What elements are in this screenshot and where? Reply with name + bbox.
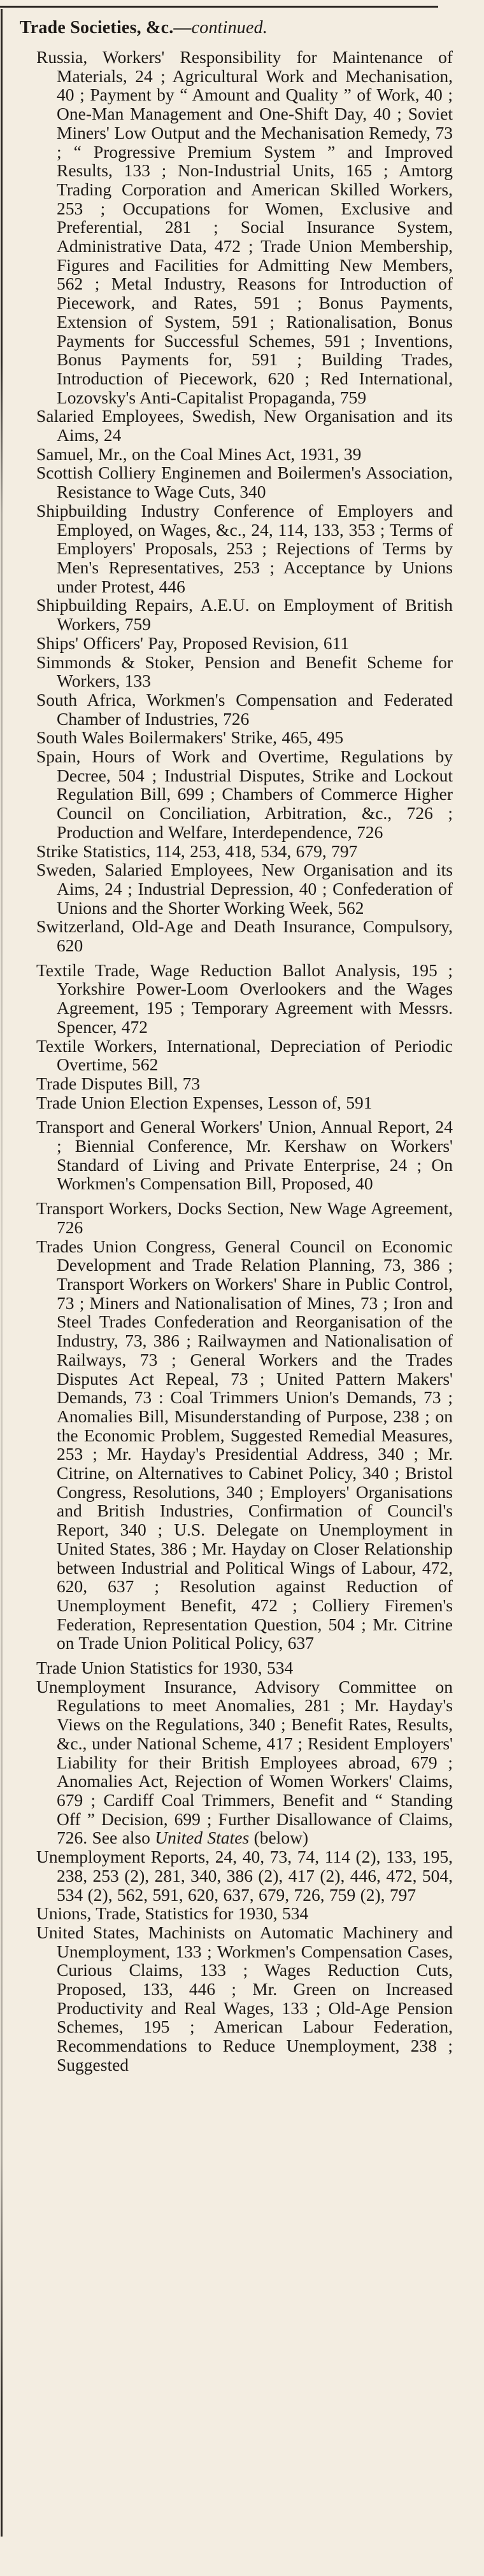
- index-entry: [36, 842, 453, 861]
- entry-text: Textile Workers, International, Depreciation of Periodic Overtime, 562: [36, 1035, 453, 1075]
- index-entry: [36, 445, 453, 464]
- section-title: Trade Societies, &c.: [20, 18, 174, 38]
- entry-text: Trade Disputes Bill, 73: [36, 1073, 201, 1093]
- entry-text: Trade Union Statistics for 1930, 534: [36, 1658, 294, 1678]
- see-also-tail: (below): [249, 1828, 309, 1848]
- index-entries: [36, 48, 453, 2075]
- entry-text: Textile Trade, Wage Reduction Ballot Analysis, 195 ; Yorkshire Power-Loom Overlookers and the Wages Agreement, 195 ; Temporary Agreement with Messrs. Spencer, 472: [36, 960, 453, 1037]
- entry-text: Trade Union Election Expenses, Lesson of, 591: [36, 1092, 373, 1112]
- index-entry: [36, 1677, 453, 1847]
- entry-text: Strike Statistics, 114, 253, 418, 534, 679, 797: [36, 841, 358, 861]
- heading-dash: —: [173, 18, 192, 38]
- see-also-link[interactable]: United States: [155, 1828, 250, 1848]
- entry-text: Unemployment Reports, 24, 40, 73, 74, 114 (2), 133, 195, 238, 253 (2), 281, 340, 386 (2), 417 (2), 446, 472, 504, 534 (2), 562, 591, 620, 637, 679, 726, 759 (2), 797: [36, 1847, 453, 1905]
- index-entry: [36, 596, 453, 633]
- top-rule: [0, 6, 438, 8]
- index-entry: [36, 961, 453, 1037]
- index-entry: [36, 1037, 453, 1074]
- entry-text: Ships' Officers' Pay, Proposed Revision, 611: [36, 633, 350, 653]
- entry-text: Switzerland, Old-Age and Death Insurance, Compulsory, 620: [36, 916, 453, 956]
- index-entry: [36, 1847, 453, 1904]
- index-entry: [36, 48, 453, 407]
- entry-text: Simmonds & Stoker, Pension and Benefit Scheme for Workers, 133: [36, 652, 453, 691]
- entry-text: South Africa, Workmen's Compensation and Federated Chamber of Industries, 726: [36, 689, 453, 729]
- entry-text: Salaried Employees, Swedish, New Organisation and its Aims, 24: [36, 406, 453, 445]
- entry-text: Sweden, Salaried Employees, New Organisation and its Aims, 24 ; Industrial Depression, 40 ; Confederation of Unions and the Shorter Working Week, 562: [36, 860, 453, 918]
- entry-text: United States, Machinists on Automatic Machinery and Unemployment, 133 ; Workmen's Compensation Cases, Curious Claims, 133 ; Wages Reduction Cuts, Proposed, 133, 446 ; Mr. Green on Increased Productivity and Real Wages, 133 ; Old-Age Pension Schemes, 195 ; American Labour Federation, Recommendations to Reduce Unemployment, 238 ; Suggested: [36, 1922, 453, 2075]
- index-entry: [36, 860, 453, 917]
- index-entry: [36, 501, 453, 596]
- index-entry: [36, 407, 453, 444]
- index-entry: [36, 1199, 453, 1236]
- index-entry: [36, 1658, 453, 1677]
- entry-text: Scottish Colliery Enginemen and Boilermen's Association, Resistance to Wage Cuts, 340: [36, 463, 453, 502]
- index-entry: [36, 690, 453, 728]
- left-column-rule: [1, 9, 3, 2537]
- entry-text: Russia, Workers' Responsibility for Maintenance of Materials, 24 ; Agricultural Work and Mechanisation, 40 ; Payment by “ Amount and Quality ” of Work, 40 ; One-Man Management and One-Shift Day, 40 ; Soviet Miners' Low Output and the Mechanisation Remedy, 73 ; “ Progressive Premium System ” and Improved Results, 133 ; Non-Industrial Units, 165 ; Amtorg Trading Corporation and American Skilled Workers, 253 ; Occupations for Women, Exclusive and Preferential, 281 ; Social Insurance System, Administrative Data, 472 ; Trade Union Membership, Figures and Facilities for Admitting New Members, 562 ; Metal Industry, Reasons for Introduction of Piecework, and Rates, 591 ; Bonus Payments, Extension of System, 591 ; Rationalisation, Bonus Payments for Successful Schemes, 591 ; Inventions, Bonus Payments for, 591 ; Building Trades, Introduction of Piecework, 620 ; Red International, Lozovsky's Anti-Capitalist Propaganda, 759: [36, 47, 453, 407]
- index-entry: [36, 1904, 453, 1923]
- index-entry: [36, 728, 453, 747]
- index-entry: [36, 1093, 453, 1112]
- entry-text: Unemployment Insurance, Advisory Committee on Regulations to meet Anomalies, 281 ; Mr. Hayday's Views on the Regulations, 340 ; Benefit Rates, Results, &c., under National Scheme, 417 ; Resident Employers' Liability for their British Employees abroad, 679 ; Anomalies Act, Rejection of Women Workers' Claims, 679 ; Cardiff Coal Trimmers, Benefit and “ Standing Off ” Decision, 699 ; Further Disallowance of Claims, 726. See also: [36, 1676, 453, 1848]
- entry-text: Transport Workers, Docks Section, New Wage Agreement, 726: [36, 1198, 453, 1237]
- index-entry: [36, 634, 453, 653]
- index-entry: [36, 653, 453, 690]
- entry-text: Shipbuilding Industry Conference of Employers and Employed, on Wages, &c., 24, 114, 133, 353 ; Terms of Employers' Proposals, 253 ; Rejections of Terms by Men's Representatives, 253 ; Acceptance by Unions under Protest, 446: [36, 500, 453, 596]
- continued-label: continued.: [191, 18, 268, 38]
- index-entry: [36, 747, 453, 842]
- index-entry: [36, 917, 453, 955]
- entry-text: Unions, Trade, Statistics for 1930, 534: [36, 1903, 309, 1924]
- index-entry: [36, 1923, 453, 2075]
- entry-text: Spain, Hours of Work and Overtime, Regulations by Decree, 504 ; Industrial Disputes, Strike and Lockout Regulation Bill, 699 ; Chambers of Commerce Higher Council on Conciliation, Arbitration, &c., 726 ; Production and Welfare, Interdependence, 726: [36, 746, 453, 842]
- entry-text: Trades Union Congress, General Council on Economic Development and Trade Relation Planning, 73, 386 ; Transport Workers on Workers' Share in Public Control, 73 ; Miners and Nationalisation of Mines, 73 ; Iron and Steel Trades Confederation and Reorganisation of the Industry, 73, 386 ; Railwaymen and Nationalisation of Railways, 73 ; General Workers and the Trades Disputes Act Repeal, 73 ; United Pattern Makers' Demands, 73 : Coal Trimmers Union's Demands, 73 ; Anomalies Bill, Misunderstanding of Purpose, 238 ; on the Economic Problem, Suggested Remedial Measures, 253 ; Mr. Hayday's Presidential Address, 340 ; Mr. Citrine, on Alternatives to Cabinet Policy, 340 ; Bristol Congress, Resolutions, 340 ; Employers' Organisations and British Industries, Confirmation of Council's Report, 340 ; U.S. Delegate on Unemployment in United States, 386 ; Mr. Hayday on Closer Relationship between Industrial and Political Wings of Labour, 472, 620, 637 ; Resolution against Reduction of Unemployment Benefit, 472 ; Colliery Firemen's Federation, Representation Question, 504 ; Mr. Citrine on Trade Union Political Policy, 637: [36, 1236, 453, 1653]
- entry-text: Shipbuilding Repairs, A.E.U. on Employment of British Workers, 759: [36, 595, 453, 634]
- index-entry: [36, 1237, 453, 1653]
- entry-text: Transport and General Workers' Union, Annual Report, 24 ; Biennial Conference, Mr. Kershaw on Workers' Standard of Living and Private Enterprise, 24 ; On Workmen's Compensation Bill, Proposed, 40: [36, 1117, 453, 1194]
- entry-text: Samuel, Mr., on the Coal Mines Act, 1931, 39: [36, 444, 362, 464]
- entry-text: South Wales Boilermakers' Strike, 465, 495: [36, 727, 344, 748]
- section-heading: [20, 18, 453, 38]
- index-entry: [36, 463, 453, 501]
- index-entry: [36, 1117, 453, 1193]
- index-entry: [36, 1074, 453, 1093]
